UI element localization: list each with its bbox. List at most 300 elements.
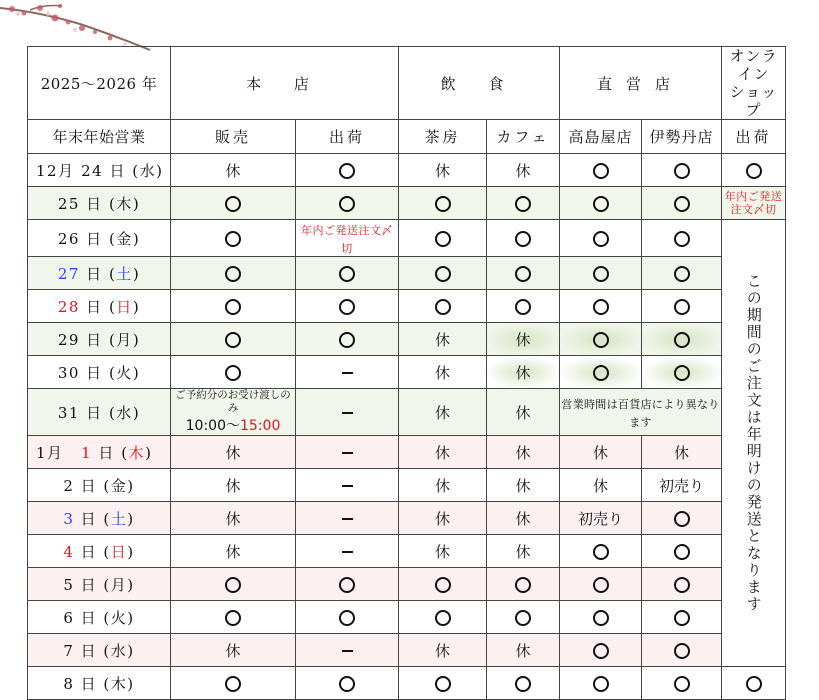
schedule-cell bbox=[487, 220, 560, 257]
schedule-cell bbox=[296, 667, 399, 700]
dash-icon bbox=[342, 551, 353, 553]
open-circle-icon bbox=[593, 610, 609, 626]
online-deadline-cell bbox=[722, 187, 786, 220]
paren-close: ) bbox=[132, 330, 141, 349]
schedule-cell bbox=[171, 187, 296, 220]
schedule-cell bbox=[642, 634, 722, 667]
table-row bbox=[28, 290, 786, 323]
schedule-cell bbox=[399, 356, 487, 389]
month-label: 1月 bbox=[36, 443, 64, 462]
weekday-label: 木 bbox=[116, 194, 133, 213]
open-circle-icon bbox=[225, 299, 241, 315]
col-hanbai: 販売 bbox=[171, 120, 296, 154]
open-circle-icon bbox=[225, 266, 241, 282]
weekday-label: 水 bbox=[116, 403, 133, 422]
month-label: 12月 bbox=[36, 161, 75, 180]
schedule-cell bbox=[296, 535, 399, 568]
schedule-cell bbox=[642, 601, 722, 634]
schedule-cell bbox=[296, 154, 399, 187]
day-number: 1 bbox=[81, 443, 93, 462]
weekday-label: 月 bbox=[116, 330, 133, 349]
schedule-cell bbox=[487, 667, 560, 700]
open-circle-icon bbox=[674, 231, 690, 247]
schedule-cell bbox=[642, 290, 722, 323]
closed-label: 休 bbox=[225, 509, 241, 528]
open-circle-icon bbox=[593, 266, 609, 282]
date-cell bbox=[28, 323, 171, 356]
open-circle-icon bbox=[339, 299, 355, 315]
schedule-cell bbox=[399, 257, 487, 290]
open-circle-icon bbox=[593, 365, 609, 381]
col-takashimaya: 高島屋店 bbox=[560, 120, 642, 154]
schedule-cell bbox=[171, 154, 296, 187]
schedule-cell bbox=[296, 290, 399, 323]
schedule-cell bbox=[487, 257, 560, 290]
day-suffix: 日 ( bbox=[74, 575, 111, 594]
open-circle-icon bbox=[339, 610, 355, 626]
open-circle-icon bbox=[674, 196, 690, 212]
day-suffix: 日 ( bbox=[79, 194, 117, 213]
closed-label: 休 bbox=[515, 443, 531, 462]
open-circle-icon bbox=[593, 196, 609, 212]
day-suffix: 日 ( bbox=[79, 363, 117, 382]
schedule-cell bbox=[399, 535, 487, 568]
schedule-cell bbox=[399, 154, 487, 187]
schedule-cell bbox=[487, 568, 560, 601]
schedule-cell bbox=[399, 634, 487, 667]
day-number: 30 bbox=[57, 363, 80, 382]
schedule-body bbox=[28, 154, 786, 700]
schedule-cell bbox=[487, 535, 560, 568]
schedule-cell bbox=[171, 601, 296, 634]
reservation-time bbox=[171, 415, 295, 435]
schedule-cell bbox=[560, 323, 642, 356]
cell-text: 初売り bbox=[659, 476, 705, 495]
schedule-cell bbox=[399, 323, 487, 356]
open-circle-icon bbox=[339, 332, 355, 348]
schedule-cell bbox=[487, 436, 560, 469]
day-suffix: 日 ( bbox=[79, 403, 117, 422]
schedule-cell bbox=[171, 323, 296, 356]
open-circle-icon bbox=[515, 196, 531, 212]
weekday-label: 木 bbox=[110, 674, 128, 693]
open-circle-icon bbox=[674, 544, 690, 560]
open-circle-icon bbox=[593, 544, 609, 560]
date-cell bbox=[28, 220, 171, 257]
closed-label: 休 bbox=[515, 476, 531, 495]
open-circle-icon bbox=[515, 231, 531, 247]
open-circle-icon bbox=[674, 163, 690, 179]
open-circle-icon bbox=[674, 266, 690, 282]
closed-label: 休 bbox=[225, 476, 241, 495]
closed-label: 休 bbox=[515, 641, 531, 660]
schedule-cell bbox=[399, 187, 487, 220]
open-circle-icon bbox=[435, 231, 451, 247]
open-circle-icon bbox=[225, 610, 241, 626]
schedule-cell bbox=[642, 220, 722, 257]
schedule-cell bbox=[642, 187, 722, 220]
open-circle-icon bbox=[225, 365, 241, 381]
schedule-cell bbox=[487, 502, 560, 535]
schedule-cell bbox=[296, 634, 399, 667]
closed-label: 休 bbox=[434, 330, 450, 349]
schedule-cell bbox=[487, 187, 560, 220]
closed-label: 休 bbox=[434, 363, 450, 382]
schedule-cell bbox=[296, 323, 399, 356]
day-number: 29 bbox=[57, 330, 80, 349]
weekday-label: 火 bbox=[116, 363, 133, 382]
schedule-cell bbox=[560, 154, 642, 187]
table-title-subtitle: 年末年始営業 bbox=[28, 120, 171, 154]
schedule-cell bbox=[487, 469, 560, 502]
closed-label: 休 bbox=[515, 542, 531, 561]
weekday-label: 木 bbox=[128, 443, 146, 462]
open-circle-icon bbox=[515, 577, 531, 593]
schedule-cell bbox=[560, 436, 642, 469]
schedule-cell bbox=[399, 601, 487, 634]
schedule-cell bbox=[171, 667, 296, 700]
group-chokuei: 直営店 bbox=[560, 47, 722, 120]
open-circle-icon bbox=[435, 299, 451, 315]
schedule-cell bbox=[296, 356, 399, 389]
schedule-cell bbox=[560, 634, 642, 667]
open-circle-icon bbox=[515, 299, 531, 315]
weekday-label: 金 bbox=[110, 476, 128, 495]
date-cell bbox=[28, 634, 171, 667]
closed-label: 休 bbox=[434, 476, 450, 495]
weekday-label: 水 bbox=[139, 161, 157, 180]
schedule-cell bbox=[171, 568, 296, 601]
year-end-schedule-table bbox=[27, 46, 786, 700]
day-number: 6 bbox=[63, 608, 75, 627]
schedule-cell bbox=[487, 389, 560, 436]
date-cell bbox=[28, 469, 171, 502]
weekday-label: 月 bbox=[110, 575, 128, 594]
schedule-cell bbox=[642, 469, 722, 502]
day-number: 26 bbox=[57, 229, 80, 248]
schedule-cell bbox=[560, 290, 642, 323]
table-row bbox=[28, 220, 786, 257]
table-row bbox=[28, 568, 786, 601]
schedule-cell bbox=[642, 568, 722, 601]
schedule-cell bbox=[560, 568, 642, 601]
date-cell bbox=[28, 257, 171, 290]
open-circle-icon bbox=[225, 231, 241, 247]
schedule-cell bbox=[399, 469, 487, 502]
dash-icon bbox=[342, 412, 353, 414]
schedule-cell bbox=[642, 535, 722, 568]
col-isetan: 伊勢丹店 bbox=[642, 120, 722, 154]
closed-label: 休 bbox=[225, 641, 241, 660]
table-row bbox=[28, 257, 786, 290]
group-inshoku: 飲 食 bbox=[399, 47, 560, 120]
weekday-label: 土 bbox=[116, 264, 133, 283]
day-number: 4 bbox=[63, 542, 75, 561]
schedule-cell bbox=[560, 601, 642, 634]
paren-close: ) bbox=[127, 476, 135, 495]
open-circle-icon bbox=[225, 332, 241, 348]
open-circle-icon bbox=[339, 163, 355, 179]
schedule-cell bbox=[399, 436, 487, 469]
open-circle-icon bbox=[435, 610, 451, 626]
online-cell bbox=[722, 154, 786, 187]
schedule-cell bbox=[296, 220, 399, 257]
closed-label: 休 bbox=[225, 542, 241, 561]
open-circle-icon bbox=[515, 266, 531, 282]
day-number: 24 bbox=[81, 161, 104, 180]
schedule-cell bbox=[296, 436, 399, 469]
open-circle-icon bbox=[593, 231, 609, 247]
open-circle-icon bbox=[339, 196, 355, 212]
day-number: 5 bbox=[63, 575, 75, 594]
date-cell bbox=[28, 187, 171, 220]
open-circle-icon bbox=[593, 577, 609, 593]
open-circle-icon bbox=[435, 266, 451, 282]
paren-close: ) bbox=[127, 509, 135, 528]
day-suffix: 日 ( bbox=[79, 297, 117, 316]
day-suffix: 日 ( bbox=[92, 443, 129, 462]
schedule-cell bbox=[642, 436, 722, 469]
closed-label: 休 bbox=[515, 509, 531, 528]
day-number: 27 bbox=[57, 264, 80, 283]
schedule-cell bbox=[296, 257, 399, 290]
table-row bbox=[28, 323, 786, 356]
schedule-cell bbox=[487, 634, 560, 667]
schedule-cell bbox=[642, 257, 722, 290]
date-cell bbox=[28, 436, 171, 469]
day-number: 7 bbox=[63, 641, 75, 660]
schedule-cell bbox=[642, 154, 722, 187]
open-circle-icon bbox=[593, 299, 609, 315]
schedule-cell bbox=[487, 601, 560, 634]
paren-close: ) bbox=[127, 542, 135, 561]
schedule-cell bbox=[560, 502, 642, 535]
day-number: 3 bbox=[63, 509, 75, 528]
schedule-cell bbox=[560, 667, 642, 700]
day-number: 28 bbox=[57, 297, 80, 316]
day-suffix: 日 ( bbox=[79, 330, 117, 349]
schedule-cell bbox=[642, 667, 722, 700]
closed-label: 休 bbox=[434, 161, 450, 180]
open-circle-icon bbox=[435, 196, 451, 212]
table-row bbox=[28, 601, 786, 634]
dash-icon bbox=[342, 372, 353, 374]
schedule-cell bbox=[296, 187, 399, 220]
date-cell bbox=[28, 601, 171, 634]
col-cafe: カフェ bbox=[487, 120, 560, 154]
schedule-cell bbox=[399, 502, 487, 535]
open-circle-icon bbox=[225, 196, 241, 212]
schedule-cell bbox=[560, 220, 642, 257]
closed-label: 休 bbox=[225, 161, 241, 180]
day-suffix: 日 ( bbox=[79, 229, 117, 248]
schedule-cell bbox=[171, 389, 296, 436]
day-number: 25 bbox=[57, 194, 80, 213]
day-suffix: 日 ( bbox=[74, 674, 111, 693]
weekday-label: 日 bbox=[116, 297, 133, 316]
closed-label: 休 bbox=[515, 403, 531, 422]
open-circle-icon bbox=[674, 511, 690, 527]
paren-close: ) bbox=[127, 608, 135, 627]
weekday-label: 土 bbox=[110, 509, 128, 528]
date-cell bbox=[28, 154, 171, 187]
schedule-cell bbox=[171, 436, 296, 469]
day-suffix: 日 ( bbox=[74, 542, 111, 561]
group-honten: 本 店 bbox=[171, 47, 399, 120]
date-cell bbox=[28, 502, 171, 535]
day-suffix: 日 ( bbox=[74, 641, 111, 660]
closed-label: 休 bbox=[674, 443, 690, 462]
schedule-cell bbox=[399, 290, 487, 323]
schedule-cell bbox=[399, 568, 487, 601]
open-circle-icon bbox=[593, 163, 609, 179]
closed-label: 休 bbox=[592, 476, 608, 495]
schedule-cell bbox=[296, 502, 399, 535]
reservation-note: ご予約分のお受け渡しのみ bbox=[175, 389, 291, 415]
online-deadline-line2: 注文〆切 bbox=[730, 203, 777, 216]
dash-icon bbox=[342, 452, 353, 454]
cell-text: 初売り bbox=[577, 509, 623, 528]
open-circle-icon bbox=[746, 163, 762, 179]
table-row bbox=[28, 436, 786, 469]
schedule-cell bbox=[487, 323, 560, 356]
open-circle-icon bbox=[674, 332, 690, 348]
day-number: 31 bbox=[57, 403, 80, 422]
paren-close: ) bbox=[156, 161, 164, 180]
date-cell bbox=[28, 568, 171, 601]
table-row bbox=[28, 634, 786, 667]
schedule-cell bbox=[560, 257, 642, 290]
schedule-cell bbox=[399, 389, 487, 436]
open-circle-icon bbox=[593, 643, 609, 659]
closed-label: 休 bbox=[434, 641, 450, 660]
day-suffix: 日 ( bbox=[74, 608, 111, 627]
table-row bbox=[28, 667, 786, 700]
group-online-shop: オンライン ショップ bbox=[722, 47, 786, 120]
schedule-cell bbox=[487, 154, 560, 187]
schedule-cell bbox=[171, 634, 296, 667]
schedule-cell bbox=[487, 356, 560, 389]
closed-label: 休 bbox=[515, 161, 531, 180]
schedule-cell bbox=[171, 535, 296, 568]
weekday-label: 日 bbox=[110, 542, 128, 561]
day-suffix: 日 ( bbox=[74, 476, 111, 495]
online-period-cell bbox=[722, 220, 786, 667]
closed-label: 休 bbox=[434, 403, 450, 422]
weekday-label: 火 bbox=[110, 608, 128, 627]
dash-icon bbox=[342, 485, 353, 487]
table-row bbox=[28, 154, 786, 187]
date-cell bbox=[28, 389, 171, 436]
weekday-label: 金 bbox=[116, 229, 133, 248]
open-circle-icon bbox=[674, 610, 690, 626]
schedule-cell bbox=[171, 356, 296, 389]
schedule-cell bbox=[642, 323, 722, 356]
open-circle-icon bbox=[435, 577, 451, 593]
table-row bbox=[28, 356, 786, 389]
paren-close: ) bbox=[132, 297, 141, 316]
online-cell bbox=[722, 667, 786, 700]
reservation-sep: ～ bbox=[226, 418, 240, 435]
day-number: 2 bbox=[63, 476, 75, 495]
schedule-cell bbox=[487, 290, 560, 323]
date-cell bbox=[28, 356, 171, 389]
schedule-cell bbox=[560, 356, 642, 389]
table-row bbox=[28, 187, 786, 220]
open-circle-icon bbox=[674, 365, 690, 381]
schedule-cell bbox=[171, 502, 296, 535]
schedule-cell bbox=[642, 502, 722, 535]
open-circle-icon bbox=[225, 577, 241, 593]
paren-close: ) bbox=[132, 363, 141, 382]
online-period-note: この期間のご注文は年明けの発送となります bbox=[744, 273, 763, 614]
open-circle-icon bbox=[339, 577, 355, 593]
table-row bbox=[28, 389, 786, 436]
day-number: 8 bbox=[63, 674, 75, 693]
schedule-cell bbox=[296, 469, 399, 502]
closed-label: 休 bbox=[434, 542, 450, 561]
paren-close: ) bbox=[132, 194, 141, 213]
date-cell bbox=[28, 667, 171, 700]
open-circle-icon bbox=[339, 266, 355, 282]
schedule-cell bbox=[560, 187, 642, 220]
table-row bbox=[28, 535, 786, 568]
paren-close: ) bbox=[127, 674, 135, 693]
paren-close: ) bbox=[132, 229, 141, 248]
open-circle-icon bbox=[593, 332, 609, 348]
open-circle-icon bbox=[515, 610, 531, 626]
day-suffix: 日 ( bbox=[74, 509, 111, 528]
weekday-label: 水 bbox=[110, 641, 128, 660]
online-deadline-line1: 年内ご発送 bbox=[724, 189, 783, 203]
col-online-shukka: 出荷 bbox=[722, 120, 786, 154]
schedule-cell bbox=[642, 356, 722, 389]
reservation-start: 10:00 bbox=[185, 418, 226, 435]
table-row bbox=[28, 469, 786, 502]
paren-close: ) bbox=[132, 403, 141, 422]
schedule-cell bbox=[171, 220, 296, 257]
store-hours-cell bbox=[560, 389, 722, 436]
closed-label: 休 bbox=[515, 330, 531, 349]
open-circle-icon bbox=[674, 577, 690, 593]
closed-label: 休 bbox=[434, 443, 450, 462]
schedule-cell bbox=[171, 290, 296, 323]
store-hours-note: 営業時間は百貨店により異なります bbox=[561, 398, 720, 430]
open-circle-icon bbox=[674, 299, 690, 315]
day-suffix: 日 ( bbox=[103, 161, 140, 180]
schedule-cell bbox=[399, 220, 487, 257]
schedule-cell bbox=[171, 469, 296, 502]
paren-close: ) bbox=[127, 641, 135, 660]
closed-label: 休 bbox=[225, 443, 241, 462]
schedule-cell bbox=[296, 601, 399, 634]
schedule-cell bbox=[399, 667, 487, 700]
dash-icon bbox=[342, 650, 353, 652]
col-shukka: 出荷 bbox=[296, 120, 399, 154]
dash-icon bbox=[342, 518, 353, 520]
table-title-year: 2025～2026 年 bbox=[28, 47, 171, 120]
schedule-cell bbox=[296, 389, 399, 436]
paren-close: ) bbox=[127, 575, 135, 594]
schedule-cell bbox=[296, 568, 399, 601]
reservation-end: 15:00 bbox=[240, 418, 281, 435]
date-cell bbox=[28, 535, 171, 568]
paren-close: ) bbox=[132, 264, 141, 283]
day-suffix: 日 ( bbox=[79, 264, 117, 283]
schedule-cell bbox=[171, 257, 296, 290]
schedule-cell bbox=[560, 469, 642, 502]
honten-deadline-note: 年内ご発送注文〆切 bbox=[301, 224, 393, 255]
